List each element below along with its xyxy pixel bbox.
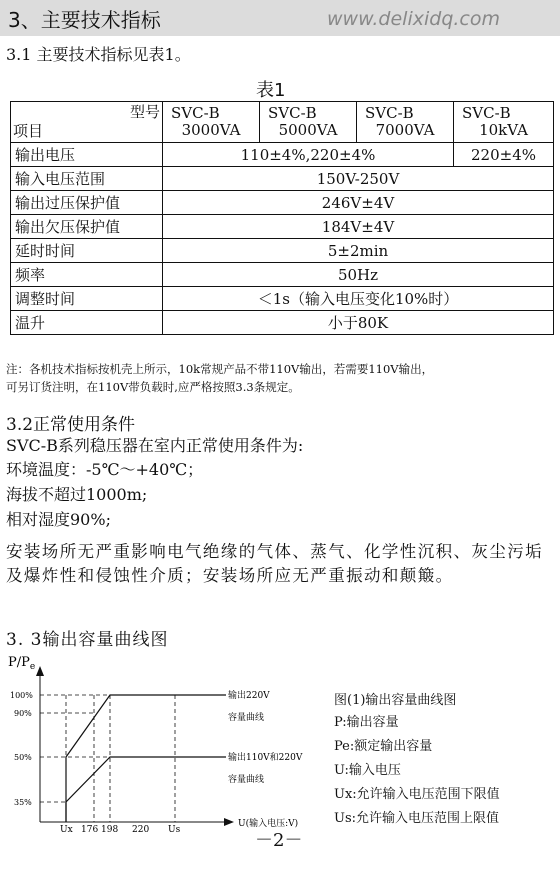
- table-row: [11, 143, 554, 167]
- installation-paragraph: 安装场所无严重影响电气绝缘的气体、蒸气、化学性沉积、灰尘污垢及爆炸性和侵蚀性介质；安装场所应无严重振动和颠簸。: [6, 542, 543, 585]
- row-value-10k: 220±4%: [454, 143, 554, 167]
- row-label: 调整时间: [11, 287, 163, 311]
- condition-line: 海拔不超过1000m;: [6, 485, 148, 504]
- page-number: －2－: [255, 830, 303, 851]
- legend-line: Ux:允许输入电压范围下限值: [334, 787, 500, 802]
- row-label: 输出电压: [11, 143, 163, 167]
- table-row: [11, 191, 554, 215]
- y-tick-label: 50%: [14, 753, 32, 762]
- condition-line: SVC-B系列稳压器在室内正常使用条件为:: [6, 436, 304, 455]
- section-33-title: 3. 3输出容量曲线图: [6, 630, 169, 650]
- table-row: [11, 167, 554, 191]
- x-tick-label: 176: [81, 825, 99, 832]
- model-header-cell: SVC-B 7000VA: [357, 102, 454, 143]
- model-header-cell: SVC-B 10kVA: [454, 102, 554, 143]
- table-note-line-2: 可另订货注明，在110V带负载时,应严格按照3.3条规定。: [6, 380, 300, 394]
- x-tick-label: Ux: [60, 825, 73, 832]
- row-value: 110±4%,220±4%: [163, 143, 454, 167]
- row-value: ＜1s（输入电压变化10%时）: [163, 287, 554, 311]
- condition-line: 相对湿度90%;: [6, 510, 111, 529]
- legend-line: Pe:额定输出容量: [334, 739, 433, 754]
- table-caption: 表1: [256, 80, 286, 101]
- reference-dashes: [40, 695, 175, 822]
- row-label: 输出欠压保护值: [11, 215, 163, 239]
- model-header-cell: SVC-B 3000VA: [163, 102, 260, 143]
- legend-line: U:输入电压: [334, 763, 401, 778]
- table-note-line-1: 注：各机技术指标按机壳上所示，10k常规产品不带110V输出，若需要110V输出，: [6, 362, 434, 376]
- x-axis-label: U(输入电压:V): [238, 819, 299, 829]
- condition-line: 环境温度：-5℃～+40℃；: [6, 460, 204, 479]
- section-32-title: 3.2正常使用条件: [6, 415, 136, 435]
- row-label: 输出过压保护值: [11, 191, 163, 215]
- curve-110v-220v: [66, 757, 226, 822]
- row-value: 50Hz: [163, 263, 554, 287]
- row-label: 频率: [11, 263, 163, 287]
- table-row: [11, 311, 554, 335]
- annotation-110v-line2: 容量曲线: [228, 775, 265, 785]
- row-label: 输入电压范围: [11, 167, 163, 191]
- y-axis-label: $P/P_e$: [8, 655, 36, 672]
- website-url: www.delixidq.com: [326, 8, 500, 30]
- row-value: 小于80K: [163, 311, 554, 335]
- row-value: 5±2min: [163, 239, 554, 263]
- curve-220v: [66, 695, 226, 822]
- capacity-curve-chart: [0, 652, 330, 832]
- section-3-title: 3、主要技术指标: [8, 8, 161, 32]
- header-item-label: 项目: [13, 122, 44, 140]
- annotation-220v-line1: 输出220V: [228, 691, 270, 701]
- model-header-cell: SVC-B 5000VA: [260, 102, 357, 143]
- row-value: 184V±4V: [163, 215, 554, 239]
- section-header-bar: [0, 0, 560, 36]
- table-row: [11, 287, 554, 311]
- x-axis-arrow-icon: [224, 818, 234, 826]
- header-model-label: 型号: [129, 103, 160, 121]
- row-label: 延时时间: [11, 239, 163, 263]
- row-value: 150V-250V: [163, 167, 554, 191]
- legend-line: P:输出容量: [334, 715, 399, 730]
- table-row: [11, 239, 554, 263]
- table-row: [11, 215, 554, 239]
- table-header-row: [11, 102, 554, 143]
- annotation-110v-line1: 输出110V和220V: [228, 753, 303, 763]
- header-corner-cell: [11, 102, 163, 143]
- row-label: 温升: [11, 311, 163, 335]
- y-tick-label: 90%: [14, 709, 32, 718]
- section-31-title: 3.1 主要技术指标见表1。: [6, 45, 191, 64]
- x-tick-label: 198: [101, 825, 119, 832]
- y-tick-label: 100%: [10, 691, 33, 700]
- annotation-220v-line2: 容量曲线: [228, 713, 265, 723]
- x-tick-label: 220: [132, 825, 150, 832]
- row-value: 246V±4V: [163, 191, 554, 215]
- y-tick-label: 35%: [14, 798, 32, 807]
- table-row: [11, 263, 554, 287]
- spec-table: [10, 101, 554, 335]
- legend-line: Us:允许输入电压范围上限值: [334, 811, 500, 826]
- y-axis-arrow-icon: [36, 666, 44, 676]
- x-tick-label: Us: [168, 825, 181, 832]
- legend-line: 图(1)输出容量曲线图: [334, 693, 457, 708]
